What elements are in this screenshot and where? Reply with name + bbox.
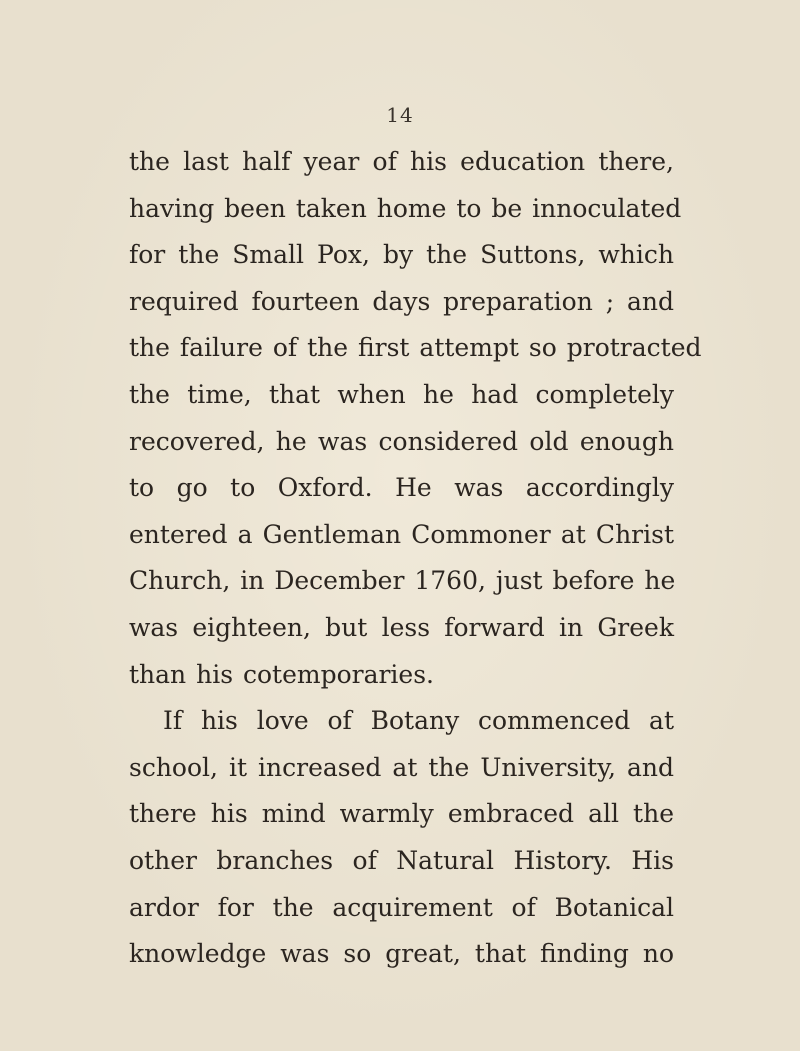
paragraph-start-line: If his love of Botany commenced at [163,706,674,736]
text-line: entered a Gentleman Commoner at Christ [129,519,674,549]
text-line: the failure of the first attempt so protracted [129,333,702,363]
text-line: than his cotemporaries. [129,659,435,689]
text-line: Church, in December 1760, just before he [129,566,676,596]
text-line: to go to Oxford. He was accordingly [129,473,674,503]
text-line: there his mind warmly embraced all the [129,799,674,829]
text-line: the last half year of his education there, [129,147,674,176]
text-line: other branches of Natural History. His [129,845,674,875]
text-line: ardor for the acquirement of Botanical [129,892,674,922]
text-line: for the Small Pox, by the Suttons, which [129,240,674,270]
text-line: having been taken home to be innoculated [129,193,682,223]
page-number: 14 [386,103,414,127]
text-line: required fourteen days preparation ; and [129,286,674,316]
text-line: school, it increased at the University, and [129,752,674,782]
text-line: the time, that when he had completely [129,379,674,409]
text-line: recovered, he was considered old enough [129,426,674,456]
body-text [129,139,702,978]
text-line: was eighteen, but less forward in Greek [129,612,674,642]
text-line: knowledge was so great, that finding no [129,939,674,969]
